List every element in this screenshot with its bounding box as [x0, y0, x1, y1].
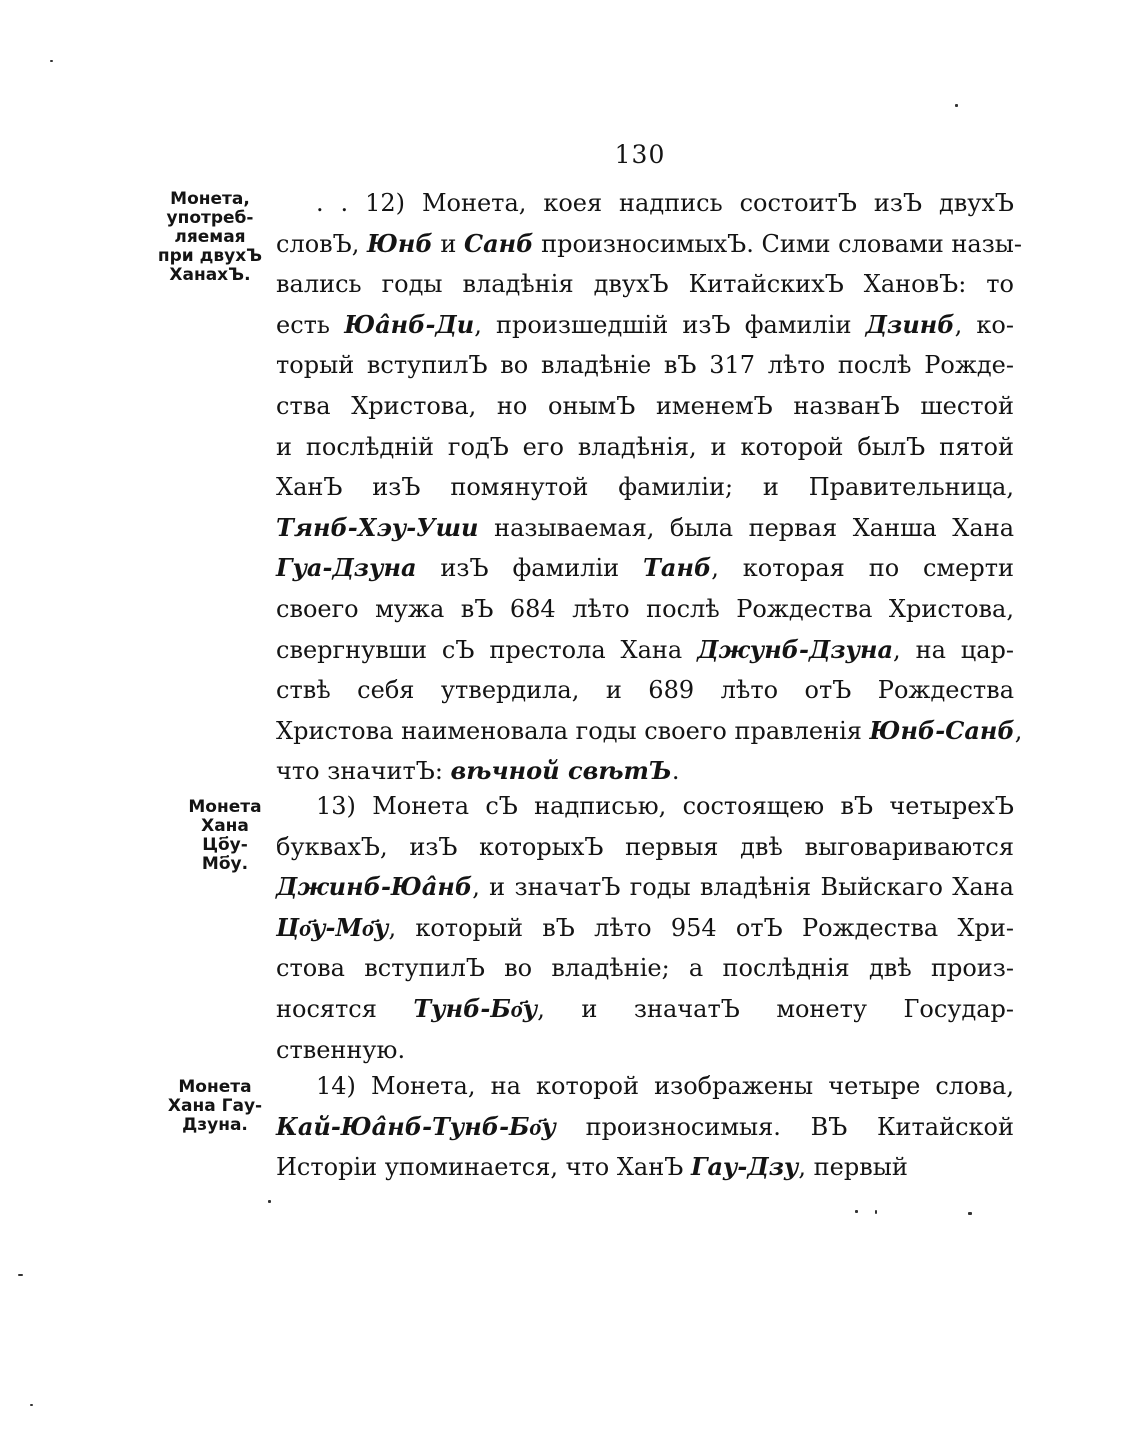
text-run: и послѣдній годЪ его владѣнія, и которой былЪ пятой	[276, 432, 1014, 461]
margin-note-line: Хана	[201, 816, 249, 836]
text-run: Исторіи упоминается, что ХанЪ	[276, 1153, 691, 1182]
text-line	[276, 264, 1014, 305]
text-run: носятся	[276, 994, 414, 1023]
text-run: , произшедшій изЪ фамиліи	[474, 310, 866, 339]
text-run: буквахЪ, изЪ которыхЪ первыя двѣ выговариваются	[276, 832, 1014, 861]
scan-speck	[30, 1404, 33, 1406]
text-line	[276, 467, 1014, 508]
text-run: свергнувши сЪ престола Хана	[276, 635, 698, 664]
text-line	[276, 1147, 1014, 1188]
text-run: ХанЪ изЪ помянутой фамиліи; и Правительница,	[276, 473, 1014, 502]
text-run: словЪ,	[276, 229, 367, 258]
text-run: изЪ фамиліи	[416, 554, 644, 583]
italic-term: Кай-Юа̂нб-Тунб-Бо҃у	[276, 1111, 556, 1141]
scan-speck	[955, 104, 958, 107]
scan-speck	[968, 1212, 972, 1215]
text-run: , и значатЪ годы владѣнія Выйскаго Хана	[472, 873, 1014, 902]
text-line	[276, 786, 1014, 827]
italic-term: Гуа-Дзуна	[276, 553, 417, 583]
italic-term: Дзинб	[865, 309, 955, 339]
text-run: , который вЪ лѣто 954 отЪ Рождества Хри-	[388, 913, 1014, 942]
text-run: , ко-	[954, 310, 1014, 339]
text-line	[276, 867, 1014, 908]
scan-speck	[855, 1210, 858, 1213]
text-line	[276, 386, 1014, 427]
text-run: , и значатЪ монету Государ-	[537, 994, 1014, 1023]
margin-note-line: ХанахЪ.	[169, 265, 251, 285]
text-line	[276, 183, 1014, 224]
scan-speck	[50, 60, 53, 62]
text-line	[276, 427, 1014, 468]
text-run: есть	[276, 310, 345, 339]
margin-note-line: употреб-	[166, 208, 254, 228]
text-run: вались годы владѣнія двухЪ КитайскихЪ ХановЪ: то	[276, 270, 1014, 299]
text-line	[276, 630, 1014, 671]
text-line	[276, 345, 1014, 386]
text-line	[276, 548, 1014, 589]
text-line	[276, 1066, 1014, 1107]
italic-term: Тунб-Бо҃у	[413, 993, 538, 1023]
text-line	[276, 670, 1014, 711]
text-line	[276, 989, 1014, 1030]
text-run: ственную.	[276, 1035, 406, 1064]
text-run: , первый	[798, 1153, 908, 1182]
margin-note-coin-gau-dzun	[160, 1078, 270, 1135]
text-run: называемая, была первая Ханша Хана	[478, 513, 1014, 542]
margin-note-line: Цо҃у-	[202, 835, 248, 855]
italic-term: вѣчной свѣтЪ	[450, 756, 672, 786]
page-number: 130	[614, 140, 666, 169]
margin-note-line: Монета,	[170, 189, 250, 209]
margin-note-line: при двухЪ	[157, 246, 263, 266]
scan-speck	[875, 1210, 877, 1214]
text-run: , которая по смерти	[711, 554, 1014, 583]
italic-term: Санб	[463, 228, 534, 258]
text-line	[276, 305, 1014, 346]
text-run: 14) Монета, на которой изображены четыре слова,	[316, 1072, 1014, 1100]
margin-note-line: Монета	[188, 797, 262, 817]
italic-term: Гау-Дзу	[690, 1152, 799, 1182]
margin-note-line: Мо҃у.	[201, 854, 249, 874]
text-run: что значитЪ:	[276, 757, 451, 786]
italic-term: Юнб	[366, 228, 433, 258]
paragraph-13	[276, 786, 1014, 1070]
text-line	[276, 827, 1014, 868]
text-line	[276, 589, 1014, 630]
margin-note-line: Монета	[178, 1077, 252, 1097]
text-run: 13) Монета сЪ надписью, состоящею вЪ четырехЪ	[316, 792, 1014, 820]
text-run: произносимыхЪ. Сими словами назы-	[533, 229, 1022, 258]
italic-term: Юа̂нб-Ди	[344, 309, 475, 339]
italic-term: Юнб-Санб	[869, 715, 1015, 745]
text-line	[276, 508, 1014, 549]
text-run: Христова наименовала годы своего правленія	[276, 716, 870, 745]
text-run: стова вступилЪ во владѣніе; а послѣднія двѣ произ-	[276, 954, 1014, 983]
text-line	[276, 711, 1023, 752]
text-run: своего мужа вЪ 684 лѣто послѣ Рождества Христова,	[276, 594, 1014, 623]
italic-term: Цо҃у-Мо҃у	[276, 912, 389, 942]
margin-note-line: ляемая	[174, 227, 246, 247]
text-run: .	[671, 757, 680, 786]
text-run: ствѣ себя утвердила, и 689 лѣто отЪ Рождества	[276, 676, 1014, 705]
italic-term: Джинб-Юа̂нб	[276, 872, 473, 902]
scan-speck	[18, 1274, 23, 1276]
scan-speck	[268, 1200, 271, 1203]
text-run: произносимыя. ВЪ Китайской	[555, 1112, 1014, 1141]
italic-term: Тянб-Хэу-Уши	[276, 512, 479, 542]
italic-term: Танб	[643, 553, 712, 583]
text-line	[276, 948, 1014, 989]
text-line	[276, 908, 1014, 949]
margin-note-line: Хана Гау-	[167, 1096, 263, 1116]
text-run: . . 12) Монета, коея надпись состоитЪ изЪ двухЪ	[316, 189, 1014, 217]
text-run: торый вступилЪ во владѣніе вЪ 317 лѣто послѣ Рожде-	[276, 351, 1014, 380]
margin-note-line: Дзуна.	[182, 1115, 248, 1135]
text-run: и	[432, 229, 464, 258]
margin-note-coin-tsou-mou	[170, 798, 280, 874]
text-line	[276, 224, 1022, 265]
text-run: ства Христова, но онымЪ именемЪ названЪ шестой	[276, 391, 1014, 420]
italic-term: Джунб-Дзуна	[697, 634, 894, 664]
text-line	[276, 1030, 1014, 1071]
text-line	[276, 1107, 1014, 1148]
paragraph-14	[276, 1066, 1014, 1188]
text-run: ,	[1014, 716, 1023, 745]
margin-note-coin-two-khans	[150, 190, 270, 285]
paragraph-12	[276, 183, 1023, 792]
text-run: , на цар-	[893, 635, 1015, 664]
